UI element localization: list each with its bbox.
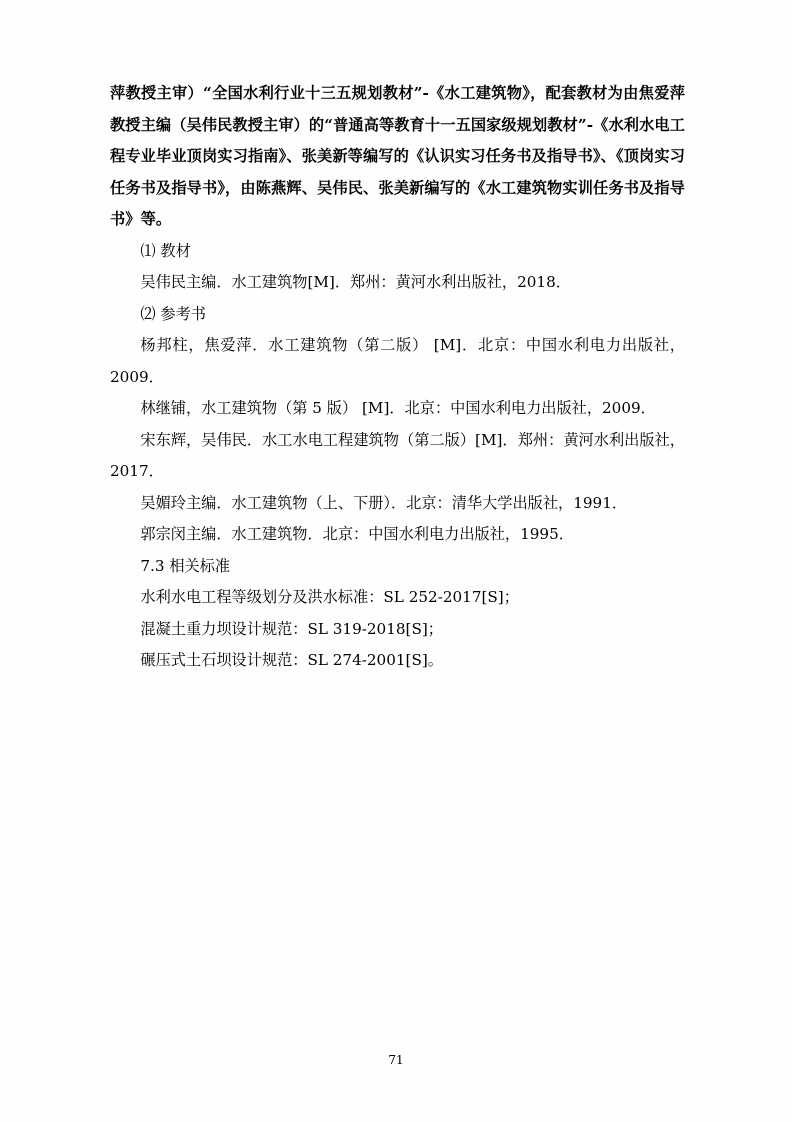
list-item-reference-heading: ⑵ 参考书	[140, 304, 206, 323]
standard-item-3: 碾压式土石坝设计规范：SL 274-2001[S]。	[140, 651, 443, 669]
page-number: 71	[388, 1053, 404, 1067]
section-heading-7-3: 7.3 相关标准	[140, 556, 231, 575]
reference-book-3: 宋东辉，吴伟民．水工水电工程建筑物（第二版）[M]．郑州：黄河水利出版社，2017．	[110, 430, 685, 480]
paragraph-textbook-intro: 萍教授主审）“全国水利行业十三五规划教材”-《水工建筑物》，配套教材为由焦爱萍教授主编（吴伟民教授主审）的“普通高等教育十一五国家级规划教材”-《水利水电工程专业毕业顶岗实习指南》、张美新等编写的《认识实习任务书及指导书》、《顶岗实习任务书及指导书》，由陈燕辉、吴伟民、张美新编写的《水工建筑物实训任务书及指导书》等。	[110, 84, 685, 228]
standard-item-2: 混凝土重力坝设计规范：SL 319-2018[S]；	[140, 619, 443, 638]
reference-textbook-1: 吴伟民主编．水工建筑物[M]．郑州：黄河水利出版社，2018．	[140, 273, 571, 291]
reference-book-5: 郭宗闵主编．水工建筑物．北京：中国水利电力出版社，1995．	[140, 525, 574, 543]
list-item-textbook-heading: ⑴ 教材	[140, 241, 191, 260]
reference-book-1: 杨邦柱，焦爱萍．水工建筑物（第二版） [M]．北京：中国水利电力出版社，2009．	[110, 336, 685, 386]
reference-book-4: 吴媚玲主编．水工建筑物（上、下册）．北京：清华大学出版社，1991．	[140, 493, 628, 512]
page-body	[110, 78, 685, 677]
reference-book-2: 林继铺，水工建筑物（第 5 版） [M]．北京：中国水利电力出版社，2009．	[140, 399, 656, 417]
standard-item-1: 水利水电工程等级划分及洪水标准：SL 252-2017[S]；	[140, 588, 519, 606]
